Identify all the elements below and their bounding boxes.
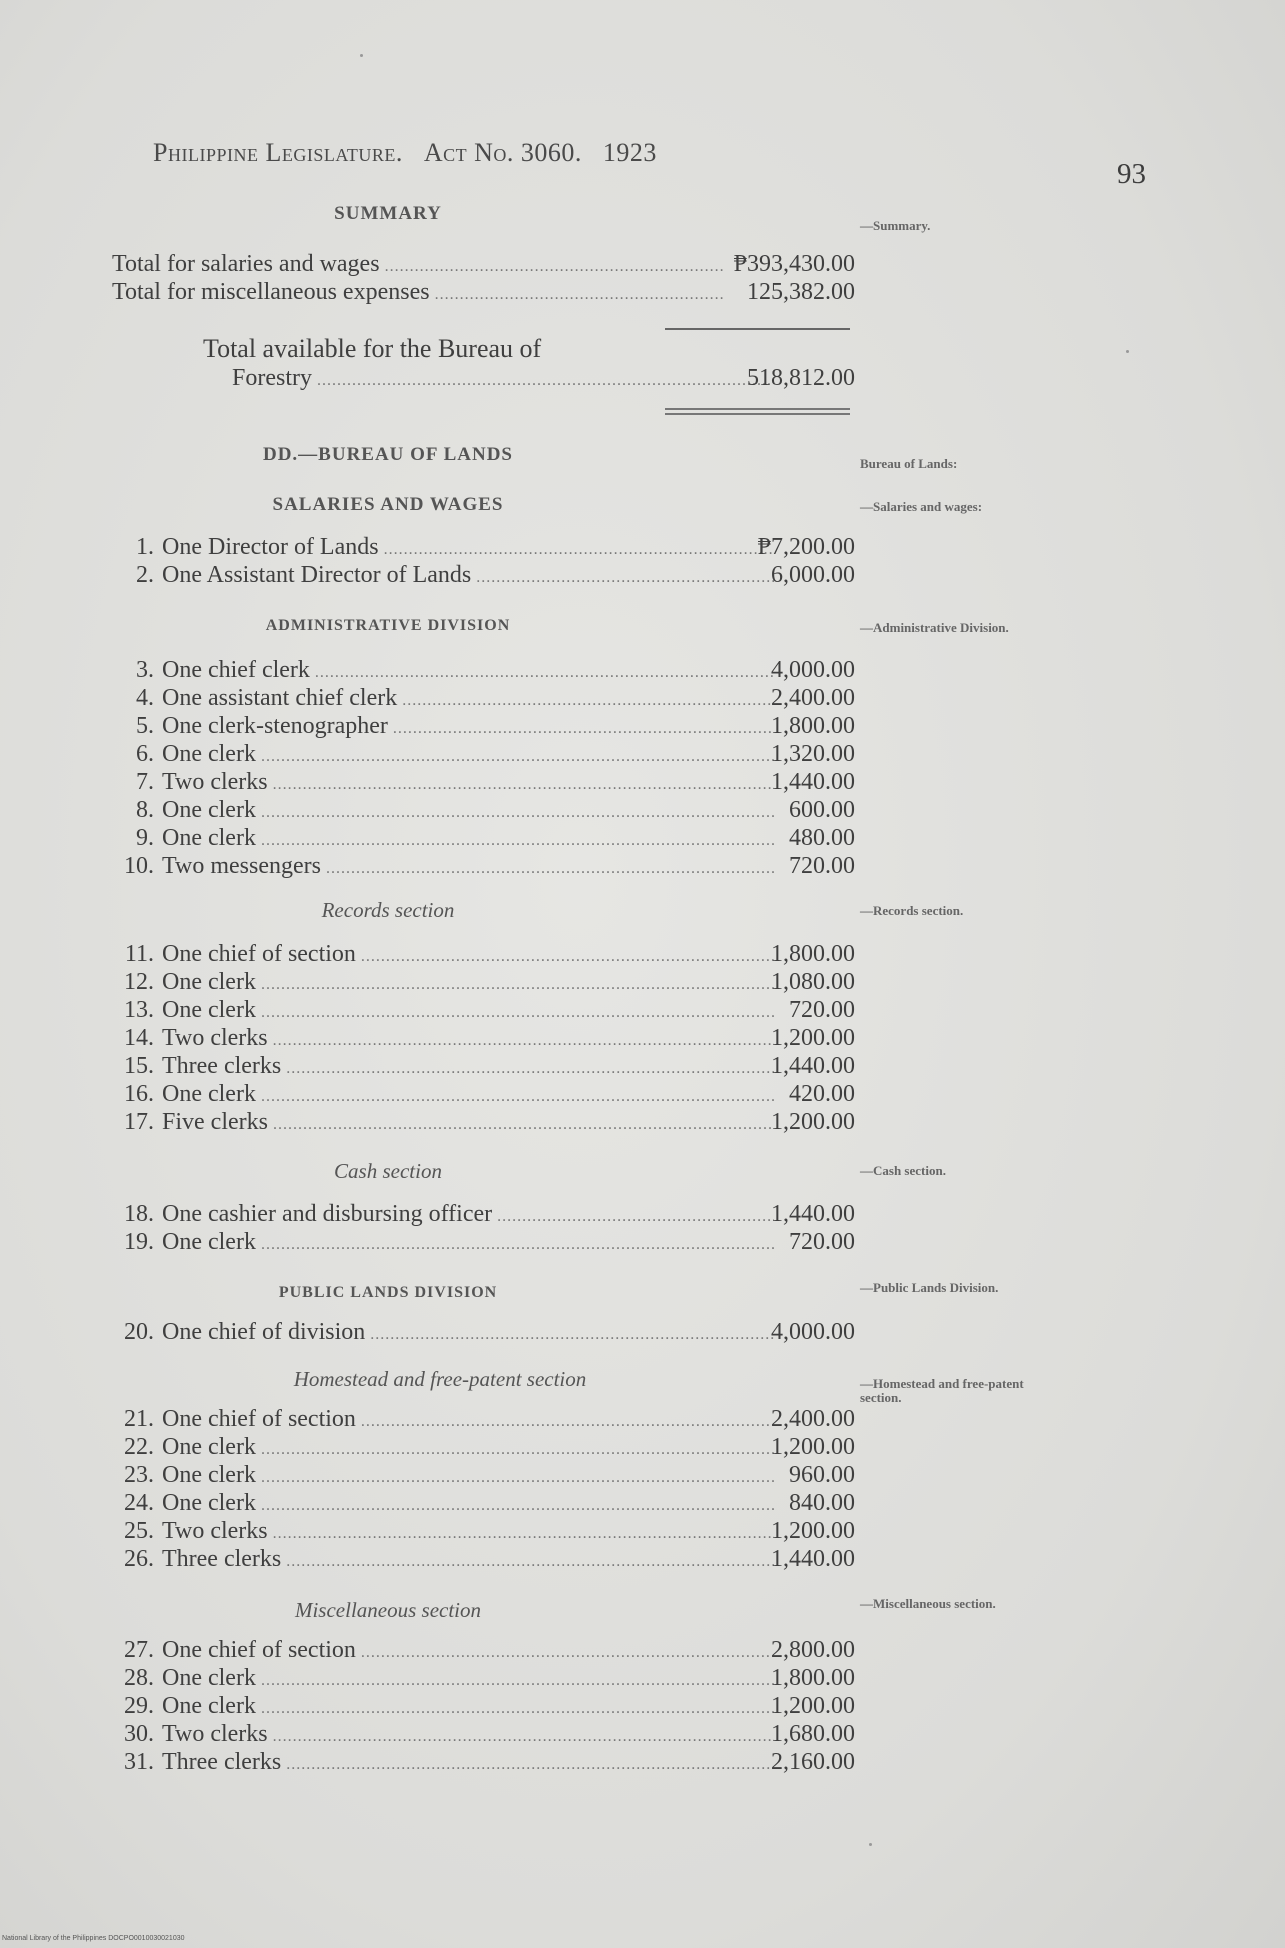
- salaries-heading: SALARIES AND WAGES: [272, 494, 504, 515]
- item-label: One clerk .....: [162, 968, 774, 999]
- item-label: Five clerks .....: [162, 1108, 774, 1139]
- item-label: Two clerks .....: [162, 768, 774, 799]
- item-amount: 2,800.00: [771, 1637, 855, 1663]
- item-amount: 1,200.00: [771, 1025, 855, 1051]
- item-amount: ₱7,200.00: [757, 534, 855, 560]
- item-number: 1.: [136, 534, 154, 560]
- list-item: [110, 684, 855, 712]
- list-item: [110, 1692, 855, 1720]
- summary-total-row: [110, 364, 855, 392]
- item-number: 30.: [124, 1721, 154, 1747]
- item-number: 16.: [124, 1081, 154, 1107]
- item-number: 14.: [124, 1025, 154, 1051]
- item-label: One clerk .....: [162, 1489, 774, 1520]
- list-item: [110, 1748, 855, 1776]
- item-label: One cashier and disbursing officer .....: [162, 1200, 774, 1231]
- homestead-heading: Homestead and free-patent section: [293, 1367, 587, 1391]
- list-item: [110, 1228, 855, 1256]
- item-number: 4.: [136, 685, 154, 711]
- list-item: [110, 1108, 855, 1136]
- item-number: 8.: [136, 797, 154, 823]
- item-label: One clerk .....: [162, 996, 774, 1027]
- list-item: [110, 1318, 855, 1346]
- item-label: One Director of Lands .....: [162, 533, 774, 564]
- homestead-margin-note: —Homestead and free-patent section.: [860, 1376, 1024, 1405]
- cash-heading: Cash section: [334, 1159, 442, 1183]
- item-number: 6.: [136, 741, 154, 767]
- item-amount: 4,000.00: [771, 1319, 855, 1345]
- item-number: 21.: [124, 1406, 154, 1432]
- list-item: [110, 1664, 855, 1692]
- list-item: [110, 1080, 855, 1108]
- public-lands-margin-note: —Public Lands Division.: [860, 1280, 999, 1295]
- item-amount: 1,200.00: [771, 1109, 855, 1135]
- summary-heading: SUMMARY: [334, 203, 442, 224]
- list-item: [110, 1461, 855, 1489]
- summary-row: [110, 250, 855, 278]
- item-label: One clerk .....: [162, 796, 774, 827]
- summary-total-label-line2: Forestry .....: [232, 364, 772, 395]
- item-label: Three clerks .....: [162, 1052, 774, 1083]
- item-number: 24.: [124, 1490, 154, 1516]
- list-item: [110, 768, 855, 796]
- item-number: 7.: [136, 769, 154, 795]
- item-amount: 2,160.00: [771, 1749, 855, 1775]
- summary-total-rule: [665, 408, 850, 415]
- item-label: One chief of division .....: [162, 1318, 774, 1349]
- list-item: [110, 1433, 855, 1461]
- item-label: One chief of section .....: [162, 1636, 774, 1667]
- item-amount: 1,200.00: [771, 1693, 855, 1719]
- item-number: 12.: [124, 969, 154, 995]
- item-amount: 1,440.00: [771, 769, 855, 795]
- records-margin-note: —Records section.: [860, 903, 964, 918]
- item-amount: 2,400.00: [771, 1406, 855, 1432]
- item-amount: 840.00: [789, 1490, 855, 1516]
- item-amount: 600.00: [789, 797, 855, 823]
- item-amount: 1,800.00: [771, 713, 855, 739]
- item-number: 15.: [124, 1053, 154, 1079]
- item-number: 18.: [124, 1201, 154, 1227]
- item-amount: 1,440.00: [771, 1201, 855, 1227]
- summary-row-label: Total for salaries and wages .....: [112, 250, 724, 281]
- list-item: [110, 1052, 855, 1080]
- summary-row: [110, 278, 855, 306]
- records-heading: Records section: [321, 898, 455, 922]
- item-number: 17.: [124, 1109, 154, 1135]
- item-number: 3.: [136, 657, 154, 683]
- admin-heading: ADMINISTRATIVE DIVISION: [265, 617, 511, 634]
- item-label: One clerk .....: [162, 740, 774, 771]
- scan-footer: National Library of the Philippines DOCPO0010030021030: [2, 1935, 185, 1942]
- item-label: One clerk .....: [162, 1692, 774, 1723]
- item-label: Two messengers .....: [162, 852, 774, 883]
- item-amount: 1,440.00: [771, 1053, 855, 1079]
- item-number: 27.: [124, 1637, 154, 1663]
- list-item: [110, 1720, 855, 1748]
- item-number: 26.: [124, 1546, 154, 1572]
- item-label: One clerk .....: [162, 1461, 774, 1492]
- item-number: 25.: [124, 1518, 154, 1544]
- list-item: [110, 824, 855, 852]
- item-label: Three clerks .....: [162, 1545, 774, 1576]
- item-number: 11.: [124, 941, 154, 967]
- list-item: [110, 852, 855, 880]
- item-label: One chief clerk .....: [162, 656, 774, 687]
- list-item: [110, 796, 855, 824]
- item-amount: 1,800.00: [771, 941, 855, 967]
- list-item: [110, 712, 855, 740]
- item-number: 10.: [124, 853, 154, 879]
- list-item: [110, 1636, 855, 1664]
- item-number: 9.: [136, 825, 154, 851]
- list-item: [110, 1489, 855, 1517]
- summary-margin-note: —Summary.: [860, 218, 931, 233]
- item-number: 2.: [136, 562, 154, 588]
- item-label: One clerk .....: [162, 1080, 774, 1111]
- act-number: Act No. 3060.: [423, 138, 582, 167]
- item-label: Two clerks .....: [162, 1720, 774, 1751]
- item-number: 31.: [124, 1749, 154, 1775]
- item-amount: 6,000.00: [771, 562, 855, 588]
- list-item: [110, 996, 855, 1024]
- item-amount: 720.00: [789, 1229, 855, 1255]
- item-amount: 420.00: [789, 1081, 855, 1107]
- list-item: [110, 740, 855, 768]
- scan-speck: [869, 1843, 872, 1846]
- list-item: [110, 1517, 855, 1545]
- item-amount: 1,200.00: [771, 1518, 855, 1544]
- item-label: One clerk .....: [162, 824, 774, 855]
- item-number: 20.: [124, 1319, 154, 1345]
- cash-margin-note: —Cash section.: [860, 1163, 946, 1178]
- misc-margin-note: —Miscellaneous section.: [860, 1596, 996, 1611]
- summary-row-amount: 125,382.00: [747, 279, 855, 305]
- item-number: 5.: [136, 713, 154, 739]
- public-lands-heading: PUBLIC LANDS DIVISION: [278, 1284, 498, 1301]
- act-year: 1923: [602, 138, 657, 167]
- item-label: One clerk .....: [162, 1664, 774, 1695]
- item-label: One chief of section .....: [162, 1405, 774, 1436]
- admin-margin-note: —Administrative Division.: [860, 620, 1009, 635]
- scan-speck: [1126, 350, 1129, 353]
- summary-total-amount: 518,812.00: [747, 365, 855, 391]
- bureau-heading: DD.—BUREAU OF LANDS: [262, 444, 513, 465]
- legislature-title: Philippine Legislature.: [153, 138, 403, 167]
- item-label: One clerk .....: [162, 1433, 774, 1464]
- item-amount: 4,000.00: [771, 657, 855, 683]
- running-header: [153, 138, 657, 168]
- list-item: [110, 968, 855, 996]
- item-label: Two clerks .....: [162, 1517, 774, 1548]
- item-number: 13.: [124, 997, 154, 1023]
- list-item: [110, 1200, 855, 1228]
- item-number: 28.: [124, 1665, 154, 1691]
- item-number: 23.: [124, 1462, 154, 1488]
- list-item: [110, 1024, 855, 1052]
- list-item: [110, 1405, 855, 1433]
- summary-row-amount: ₱393,430.00: [733, 251, 855, 277]
- item-amount: 960.00: [789, 1462, 855, 1488]
- summary-total-label-line1: Total available for the Bureau of: [203, 334, 542, 363]
- page-number: 93: [1117, 158, 1146, 190]
- item-amount: 1,800.00: [771, 1665, 855, 1691]
- item-amount: 480.00: [789, 825, 855, 851]
- item-number: 19.: [124, 1229, 154, 1255]
- salaries-margin-note: —Salaries and wages:: [860, 499, 983, 514]
- item-label: One clerk-stenographer .....: [162, 712, 774, 743]
- summary-row-label: Total for miscellaneous expenses .....: [112, 278, 724, 309]
- list-item: [110, 533, 855, 561]
- item-label: One clerk .....: [162, 1228, 774, 1259]
- list-item: [110, 656, 855, 684]
- item-amount: 1,680.00: [771, 1721, 855, 1747]
- item-amount: 720.00: [789, 997, 855, 1023]
- item-label: One Assistant Director of Lands .....: [162, 561, 774, 592]
- item-number: 29.: [124, 1693, 154, 1719]
- scan-speck: [360, 54, 363, 57]
- item-label: One assistant chief clerk .....: [162, 684, 774, 715]
- item-amount: 720.00: [789, 853, 855, 879]
- list-item: [110, 561, 855, 589]
- item-label: Three clerks .....: [162, 1748, 774, 1779]
- item-amount: 1,320.00: [771, 741, 855, 767]
- item-amount: 2,400.00: [771, 685, 855, 711]
- list-item: [110, 940, 855, 968]
- summary-subtotal-rule: [665, 328, 850, 330]
- bureau-margin-note: Bureau of Lands:: [860, 456, 958, 471]
- item-amount: 1,440.00: [771, 1546, 855, 1572]
- item-amount: 1,200.00: [771, 1434, 855, 1460]
- item-label: One chief of section .....: [162, 940, 774, 971]
- item-number: 22.: [124, 1434, 154, 1460]
- list-item: [110, 1545, 855, 1573]
- item-amount: 1,080.00: [771, 969, 855, 995]
- item-label: Two clerks .....: [162, 1024, 774, 1055]
- misc-heading: Miscellaneous section: [294, 1598, 482, 1622]
